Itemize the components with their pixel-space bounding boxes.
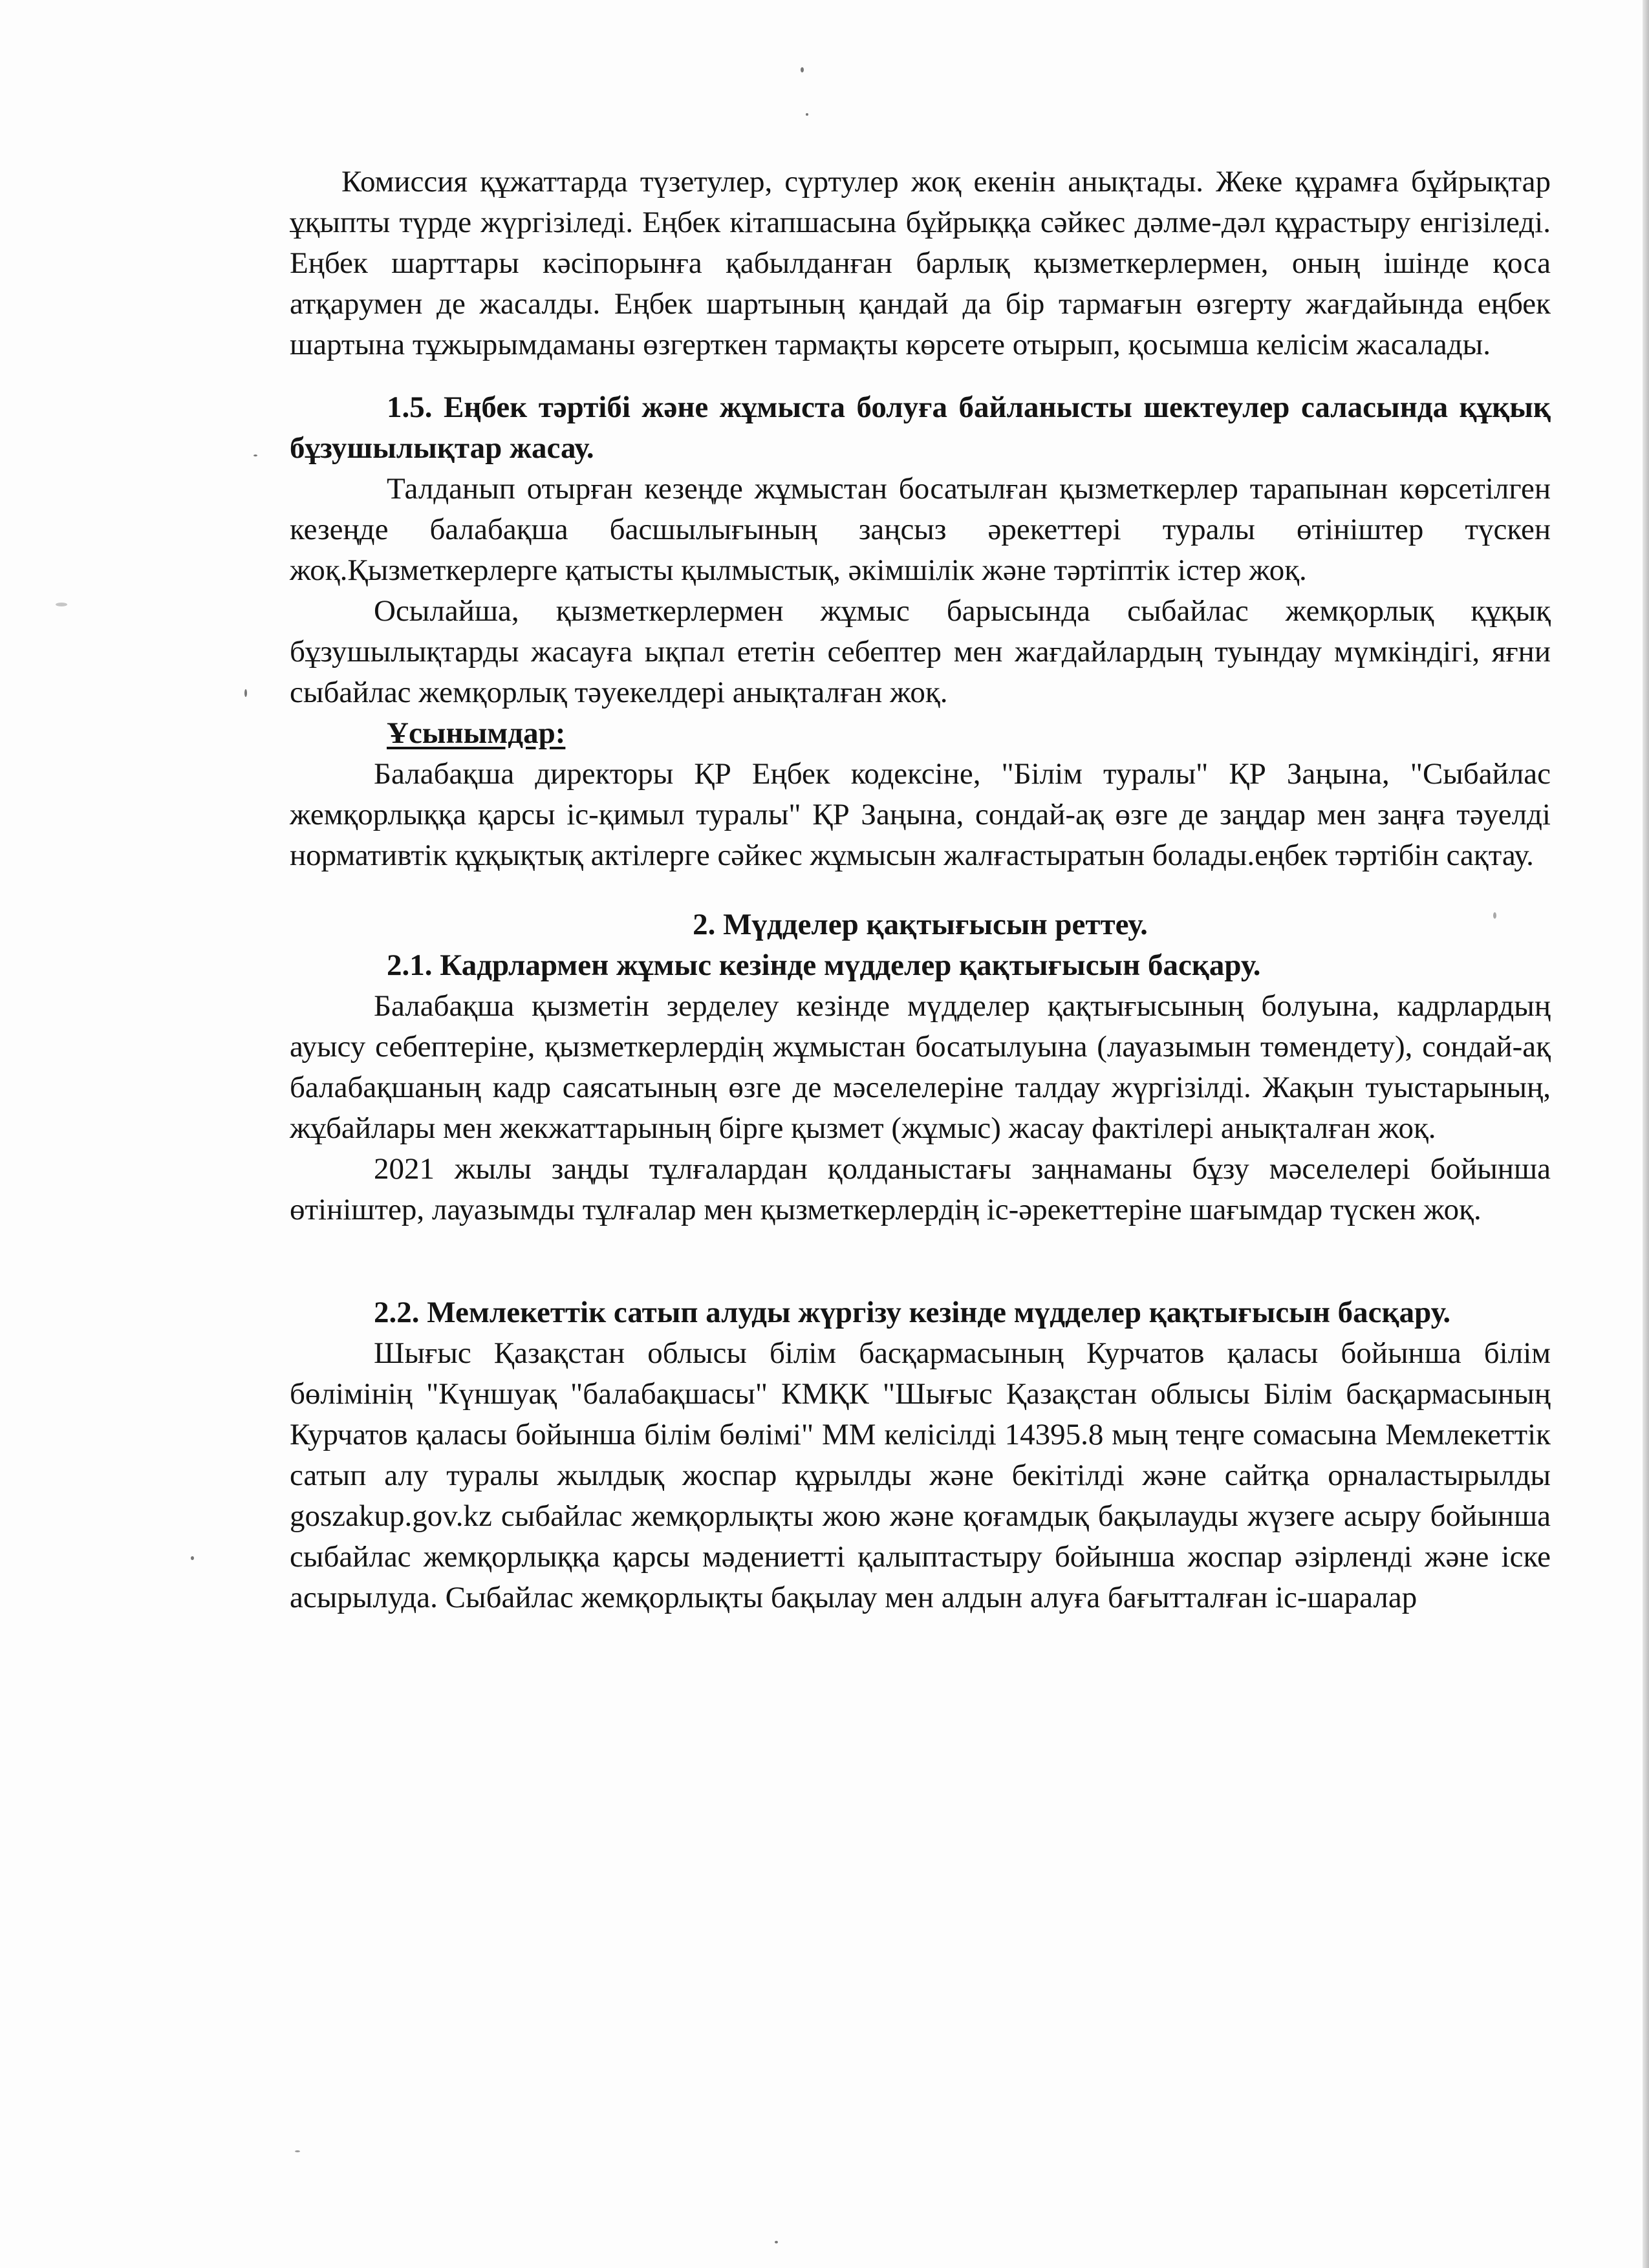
scan-speck (253, 455, 257, 456)
scan-speck (295, 2150, 300, 2152)
recommendations-label: Ұсынымдар: (387, 716, 566, 750)
heading-2-2: 2.2. Мемлекеттік сатып алуды жүргізу кезінде мүдделер қақтығысын басқару. (374, 1296, 1451, 1329)
scan-speck (56, 603, 67, 606)
paragraph-public-procurement: Шығыс Қазақстан облысы білім басқармасының Курчатов қаласы бойынша білім бөлімінің "Күншуақ "балабақшасы" КМҚК "Шығыс Қазақстан облысы Білім басқармасының Курчатов қаласы бойынша білім бөлімі" ММ келісілді 14395.8 мың теңге сомасына Мемлекеттік сатып алу туралы жылдық жоспар құрылды және бекітілді және сайтқа орналастырылды goszakup.gov.kz сыбайлас жемқорлықты жою және қоғамдық бақылауды жүзеге асыру бойынша сыбайлас жемқорлыққа қарсы мәдениетті қалыптастыру бойынша жоспар әзірленді және іске асырылуда. Сыбайлас жемқорлықты бақылау мен алдын алуға бағытталған іс-шаралар (290, 1336, 1551, 1614)
paragraph-documents-check: Комиссия құжаттарда түзетулер, сүртулер жоқ екенін анықтады. Жеке құрамға бұйрықтар ұқыпты түрде жүргізіледі. Еңбек кітапшасына бұйрыққа сәйкес дәлме-дәл құрастыру енгізіледі. Еңбек шарттары кәсіпорынға қабылданған барлық қызметкерлермен, оның ішінде қоса атқарумен де жасалды. Еңбек шартының қандай да бір тармағын өзгерту жағдайында еңбек шартына тұжырымдаманы өзгерткен тармақты көрсете отырып, қосымша келісім жасалады. (290, 165, 1551, 361)
paragraph-recommendations: Балабақша директоры ҚР Еңбек кодексіне, "Білім туралы" ҚР Заңына, "Сыбайлас жемқорлыққа қарсы іс-қимыл туралы" ҚР Заңына, сондай-ақ өзге де заңдар мен заңға тәуелді нормативтік құқықтық актілерге сәйкес жұмысын жалғастыратын болады.еңбек тәртібін сақтау. (290, 757, 1551, 872)
scan-speck (191, 1556, 194, 1560)
heading-1-5: 1.5. Еңбек тәртібі және жұмыста болуға байланысты шектеулер саласында құқық бұзушылықтар жасау. (290, 390, 1551, 465)
document-body (290, 162, 1551, 1618)
scan-speck (244, 689, 247, 697)
paragraph-corruption-risks: Осылайша, қызметкерлермен жұмыс барысында сыбайлас жемқорлық құқық бұзушылықтарды жасауға ықпал ететін себептер мен жағдайлардың туындау мүмкіндігі, яғни сыбайлас жемқорлық тәуекелдері анықталған жоқ. (290, 594, 1551, 709)
paragraph-complaints-2021: 2021 жылы заңды тұлғалардан қолданыстағы заңнаманы бұзу мәселелері бойынша өтініштер, лауазымды тұлғалар мен қызметкерлердің іс-әрекеттеріне шағымдар түскен жоқ. (290, 1152, 1551, 1226)
scan-speck (801, 67, 804, 72)
scan-speck (775, 2241, 778, 2243)
heading-2-1: 2.1. Кадрлармен жұмыс кезінде мүдделер қақтығысын басқару. (387, 948, 1261, 982)
paragraph-dismissed-employees: Талданып отырған кезеңде жұмыстан босатылған қызметкерлер тарапынан көрсетілген кезеңде балабақша басшылығының заңсыз әрекеттері туралы өтініштер түскен жоқ.Қызметкерлерге қатысты қылмыстық, әкімшілік және тәртіптік істер жоқ. (290, 472, 1551, 587)
heading-2: 2. Мүдделер қақтығысын реттеу. (693, 908, 1148, 941)
scan-edge-shadow (1643, 0, 1649, 2268)
scan-speck (806, 113, 808, 116)
paragraph-conflict-of-interest-hr: Балабақша қызметін зерделеу кезінде мүдделер қақтығысының болуына, кадрлардың ауысу себептеріне, қызметкерлердің жұмыстан босатылуына (лауазымын төмендету), сондай-ақ балабақшаның кадр саясатының өзге де мәселелеріне талдау жүргізілді. Жақын туыстарының, жұбайлары мен жекжаттарының бірге қызмет (жұмыс) жасау фактілері анықталған жоқ. (290, 989, 1551, 1145)
